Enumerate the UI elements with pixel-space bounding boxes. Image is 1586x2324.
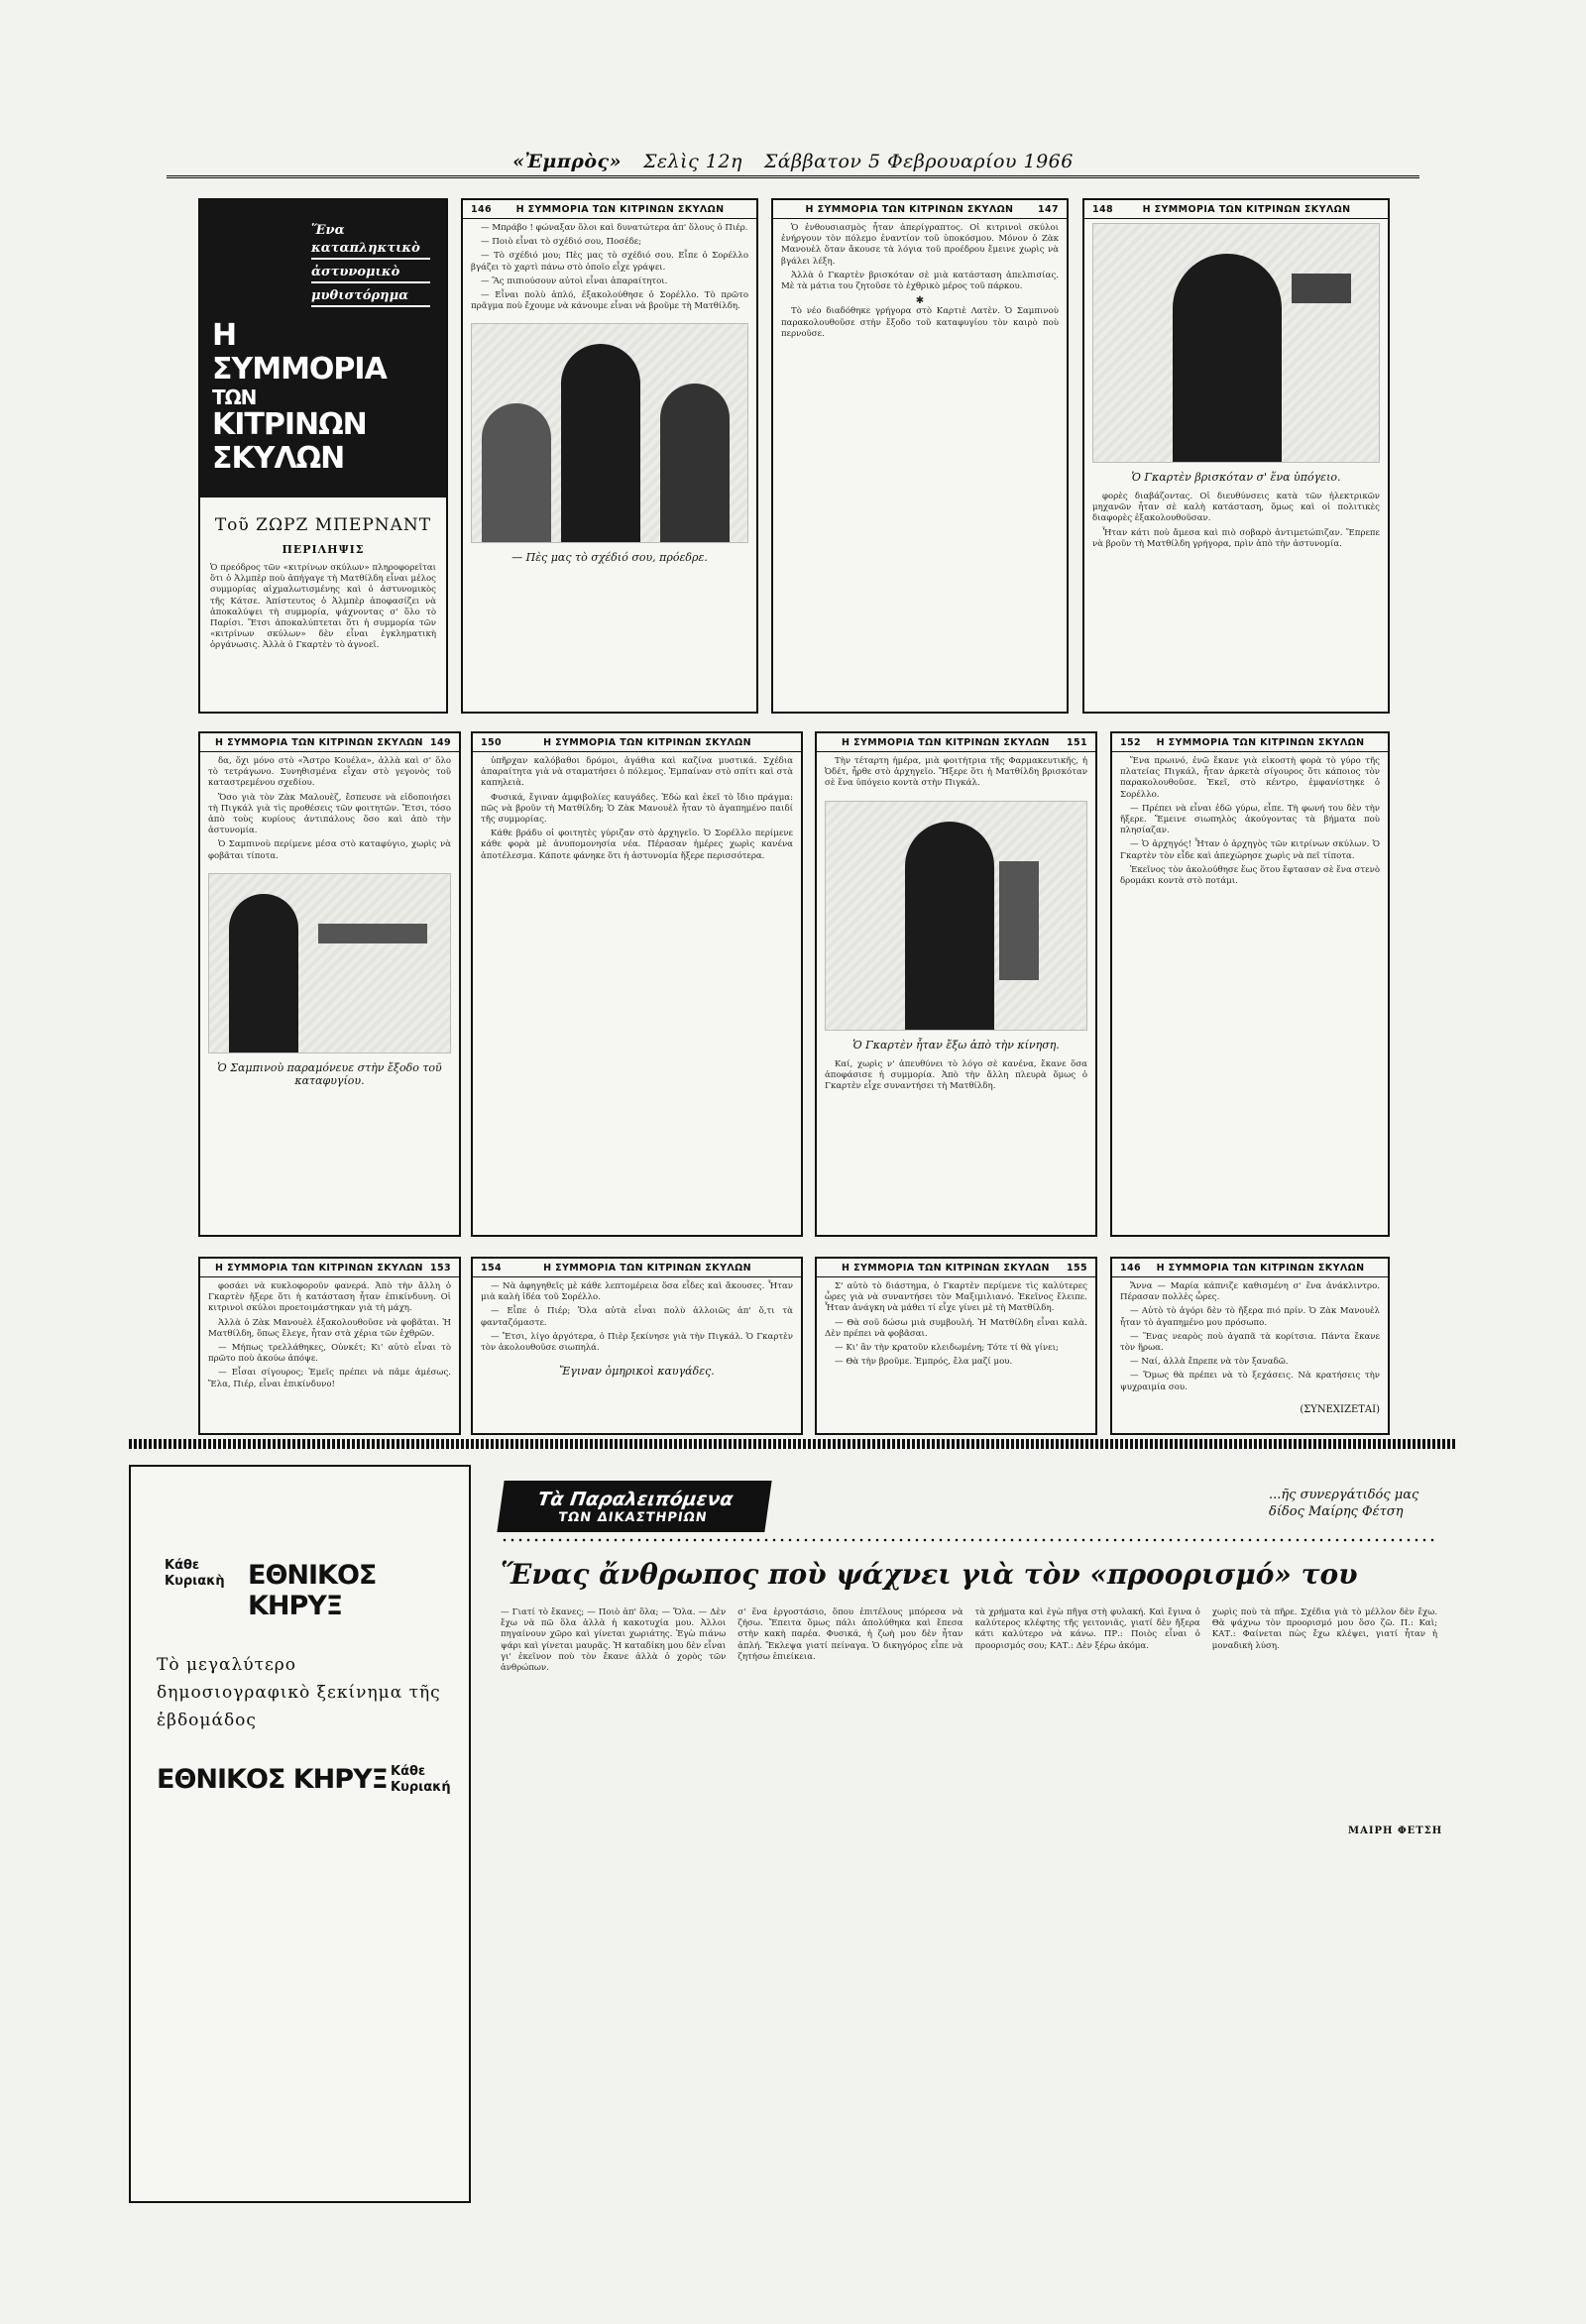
title-line: ΚΙΤΡΙΝΩΝ	[212, 407, 367, 442]
panel-text	[200, 1277, 459, 1397]
author-signature: ΜΑΙΡΗ ΦΕΤΣΗ	[1348, 1826, 1443, 1836]
serial-panel-146	[461, 198, 758, 714]
banner-subtitle: ΤΩΝ ΔΙΚΑΣΤΗΡΙΩΝ	[557, 1509, 709, 1525]
ad-brand-top: ΕΘΝΙΚΟΣ ΚΗΡΥΞ	[248, 1560, 377, 1621]
paragraph: — Κι' ἂν τὴν κρατοῦν κλειδωμένη; Τότε τί θὰ γίνει;	[835, 1343, 1059, 1354]
panel-title: Η ΣΥΜΜΟΡΙΑ ΤΩΝ ΚΙΤΡΙΝΩΝ ΣΚΥΛΩΝ	[543, 1263, 751, 1273]
paragraph: — Ἔτσι, λίγο ἀργότερα, ὁ Πιὲρ ξεκίνησε γιὰ τὴν Πιγκάλ. Ὁ Γκαρτὲν τὸν ἀκολουθοῦσε σιωπηλά.	[481, 1331, 793, 1354]
title-line: ΣΥΜΜΟΡΙΑ	[212, 352, 387, 387]
paragraph: τὰ χρήματα καὶ ἐγὼ πῆγα στὴ φυλακή. Καὶ ἔγινα ὁ καλύτερος κλέφτης τῆς γειτονιᾶς, γιατί δὲν ἤξερα κάτι καλύτερο νὰ κάνω. ΠΡ.: Ποιὸς εἶναι ὁ προορισμός σου; ΚΑΤ.: Δὲν ξέρω ἀκόμα.	[974, 1607, 1200, 1651]
serial-panel-155	[815, 1257, 1097, 1435]
ad-kicker-line: Κυριακή	[391, 1780, 451, 1795]
paragraph: Σ' αὐτὸ τὸ διάστημα, ὁ Γκαρτὲν περίμενε τὶς καλύτερες ὧρες γιὰ νὰ συναντήσει τὸν Μαξιμιλιανό. Ἐκεῖνος ἔλειπε. Ἦταν ἀνάγκη νὰ μάθει τί εἶχε γίνει μὲ τὴ Ματθίλδη.	[825, 1281, 1087, 1314]
advertisement	[129, 1465, 471, 2203]
paragraph: Ἕνα πρωινό, ἐνῶ ἔκανε γιὰ εἰκοστὴ φορὰ τὸ γύρο τῆς πλατείας Πιγκάλ, ἦταν ἀρκετὰ σίγουρος ὅτι κάποιος τὸν παρακολουθοῦσε. Ἐκεῖ, στὸ κέντρο, ἐμφανίστηκε ὁ Σορέλλο.	[1120, 756, 1380, 800]
paragraph: χωρὶς ποὺ τὰ πῆρε. Σχέδια γιὰ τὸ μέλλον δὲν ἔχω. Θὰ ψάχνω τὸν προορισμό μου ὅσο ζῶ. Π.: Καὶ; ΚΑΤ.: Φαίνεται πὼς ἔχω κλέψει, γιατί ἦταν ἡ μοναδικὴ λύση.	[1211, 1607, 1437, 1651]
panel-text	[773, 219, 1067, 347]
panel-number: 150	[481, 737, 503, 748]
issue-date: Σάββατον 5 Φεβρουαρίου 1966	[763, 151, 1074, 172]
section-separator	[129, 1439, 1457, 1449]
article-column	[737, 1607, 963, 2133]
paragraph: Ἄννα — Μαρία κάπνιζε καθισμένη σ' ἕνα ἀνάκλιντρο. Πέρασαν πολλὲς ὧρες.	[1120, 1281, 1380, 1303]
tagline-line: Ἕνα καταπληκτικὸ	[311, 222, 430, 260]
panel-illustration	[471, 323, 748, 543]
paragraph: φορὲς διαβάζοντας. Οἱ διευθύνσεις κατὰ τῶν ἠλεκτρικῶν μηχανῶν ἦταν σὲ καλὴ κατάσταση, ὅμως καὶ οἱ πολιτικὲς διαφορὲς ἐξακολουθοῦσαν.	[1092, 492, 1380, 524]
serial-panel-153	[198, 1257, 461, 1435]
serial-panel-146b	[1110, 1257, 1390, 1435]
ad-brand-bottom: ΕΘΝΙΚΟΣ ΚΗΡΥΞ	[157, 1764, 388, 1795]
panel-number: 153	[429, 1263, 451, 1273]
ad-kicker-line: Κάθε	[391, 1764, 426, 1779]
panel-illustration	[825, 801, 1087, 1031]
panel-number: 154	[481, 1263, 503, 1273]
ad-lead-text: Τὸ μεγαλύτερο δημοσιογραφικὸ ξεκίνημα τῆς ἑβδομάδος	[157, 1655, 441, 1730]
panel-text	[473, 752, 801, 869]
paragraph: — Εἶναι πολὺ ἁπλό, ἐξακολούθησε ὁ Σορέλλο. Τὸ πρῶτο πρᾶγμα ποὺ ἔχουμε νὰ κάνουμε εἶναι νὰ βροῦμε τὴ Ματθίλδη.	[471, 290, 748, 312]
panel-title: Η ΣΥΜΜΟΡΙΑ ΤΩΝ ΚΙΤΡΙΝΩΝ ΣΚΥΛΩΝ	[1156, 1263, 1365, 1273]
title-line: Η	[212, 318, 237, 353]
paragraph: — Ἂς πιπιούσουν αὐτοὶ εἶναι ἀπαραίτητοι.	[481, 276, 668, 286]
panel-header	[1112, 733, 1388, 752]
paragraph: ὑπῆρχαν καλόβαθοι δρόμοι, ἀγάθια καὶ καζίνα μυστικά. Σχέδια ἀπαραίτητα γιὰ νὰ σταματήσει ὁ πόλεμος. Ἐμπαίναν στὸ σπίτι καὶ στὰ καπηλειὰ.	[481, 756, 793, 789]
paragraph: — Γιατί τὸ ἔκανες; — Ποιὸ ἀπ' ὅλα; — Ὅλα. — Δὲν ἔχω νὰ πῶ ὅλα ἀλλὰ ἡ κακοτυχία μου. Ἀλλοι πηγαίνουν χῶρο καὶ γίνεται χωριάτης. Ἐγὼ πιάνω ψάρι καὶ γίνεται μαυρᾶς. Ἡ καταδίκη μου δὲν εἶναι γι' ἐκεῖνον ποὺ τὸν ἔκανε ἀλλὰ ὁ χορὸς τῶν ἀνθρώπων.	[501, 1607, 727, 1674]
tagline-line: ἀστυνομικὸ	[311, 264, 430, 283]
serial-panel-154	[471, 1257, 803, 1435]
paragraph: Ὅσο γιὰ τὸν Ζὰκ Μαλουὲζ, ἔσπευσε νὰ εἰδοποιήσει τὴ Πιγκάλ γιὰ τὶς προθέσεις τῶν φοιτητῶν. Ἔτσι, τόσο ἀπὸ τοὺς κυρίους ἀντιπάλους ὅσο καὶ ἀπὸ τὴν ἀστυνομία.	[208, 792, 451, 836]
panel-header	[817, 733, 1095, 752]
panel-illustration	[1092, 223, 1380, 463]
paragraph: Ἀλλὰ ὁ Ζὰκ Μανουὲλ ἐξακολουθοῦσε νὰ φοβᾶται. Ἡ Ματθίλδη, ὅπως ἔλεγε, ἦταν στὰ χέρια τῶν ἐχθρῶν.	[208, 1317, 451, 1339]
paragraph: Τὴν τέταρτη ἡμέρα, μιὰ φοιτήτρια τῆς Φαρμακευτικῆς, ἡ Ὀδέτ, ἦρθε στὸ ἀρχηγεῖο. Ἤξερε ὅτι ἡ Ματθίλδη βρισκόταν σὲ ἕνα ὑπόγειο κοντὰ στὴν Πιγκάλ.	[825, 756, 1087, 789]
paragraph: δα, ὄχι μόνο στὸ «Ἄστρο Κουέλα», ἀλλὰ καὶ σ' ὅλο τὸ τετράγωνο. Συνηθισμένα εἶχαν στὸ γεγονὸς τοῦ καταστρεμένου σχεδίου.	[208, 756, 451, 789]
paragraph: — Θὰ σοῦ δώσω μιὰ συμβουλή. Ἡ Ματθίλδη εἶναι καλὰ. Δὲν πρέπει νὰ φοβᾶσαι.	[825, 1317, 1087, 1339]
paragraph: — Τὸ σχέδιό μου; Πὲς μας τὸ σχέδιό σου. Εἶπε ὁ Σορέλλο βγάζει τὸ χαρτὶ πάνω στὸ ὁποῖο εἶχε γράψει.	[471, 251, 748, 273]
panel-illustration	[208, 873, 451, 1053]
title-line: ΤΩΝ	[212, 386, 257, 409]
panel-title: Η ΣΥΜΜΟΡΙΑ ΤΩΝ ΚΙΤΡΙΝΩΝ ΣΚΥΛΩΝ	[1156, 737, 1365, 748]
panel-number: 151	[1066, 737, 1087, 748]
panel-title: Η ΣΥΜΜΟΡΙΑ ΤΩΝ ΚΙΤΡΙΝΩΝ ΣΚΥΛΩΝ	[515, 204, 725, 215]
paragraph: — Ὁ ἀρχηγός! Ἦταν ὁ ἀρχηγὸς τῶν κιτρίνων σκύλων. Ὁ Γκαρτὲν τὸν εἶδε καὶ ἀπεχώρησε χωρὶς νὰ πεῖ τίποτα.	[1120, 839, 1380, 861]
paragraph: — Ἕνας νεαρὸς ποὺ ἀγαπᾶ τὰ κορίτσια. Πάντα ἔκανε τὸν ἥρωα.	[1120, 1331, 1380, 1354]
dotted-rule	[501, 1538, 1437, 1542]
serial-panel-152	[1110, 731, 1390, 1237]
panel-number: 146	[471, 204, 493, 215]
paragraph: — Μπράβο ! φώναξαν ὅλοι καὶ δυνατώτερα ἀπ' ὅλους ὁ Πιέρ.	[481, 223, 748, 233]
panel-text	[1112, 1277, 1388, 1400]
paragraph: Τὸ νέο διαδόθηκε γρήγορα στὸ Καρτιὲ Λατὲν. Ὁ Σαμπινοὺ παρακολουθοῦσε στὴν ἔξοδο τοῦ καταφυγίου τὸν καιρὸ ποὺ περνοῦσε.	[781, 306, 1059, 339]
paragraph: — Ὅμως θὰ πρέπει νὰ τὸ ξεχάσεις. Νὰ κρατήσεις τὴν ψυχραιμία σου.	[1120, 1371, 1380, 1392]
panel-text	[817, 1055, 1095, 1100]
summary-text: Ὁ πρεόδρος τῶν «κιτρίνων σκύλων» πληροφορεῖται ὅτι ὁ Ἀλμπὲρ ποὺ ἀπήγαγε τὴ Ματθίλδη εἶναι μέλος συμμορίας αἰχμαλωτισμένης καὶ ὁ ἀστυνομικὸς τῆς Κάτσε. Ἀπίστευτος ὁ Ἀλμπὲρ ἀποφασίζει νὰ ἀποκαλύψει τὴ συμμορία, ψάχνοντας σ' ὅλο τὸ Παρίσι. Ἔτσι ἀποκαλύπτεται ὅτι ἡ συμμορία τῶν «κιτρίνων σκύλων» δὲν εἶναι ἐγκληματικὴ ὀργάνωσις. Ἀλλὰ ὁ Γκαρτὲν τὸ ἀγνοεῖ.	[210, 563, 436, 651]
panel-text	[1084, 488, 1388, 557]
page-number: Σελὶς 12η	[643, 151, 742, 172]
paragraph: — Εἶπε ὁ Πιέρ; Ὅλα αὐτὰ εἶναι πολὺ ἀλλοιῶς ἀπ' ὅ,τι τὰ φανταζόμαστε.	[481, 1306, 793, 1328]
panel-title: Η ΣΥΜΜΟΡΙΑ ΤΩΝ ΚΙΤΡΙΝΩΝ ΣΚΥΛΩΝ	[805, 204, 1014, 215]
panel-title: Η ΣΥΜΜΟΡΙΑ ΤΩΝ ΚΙΤΡΙΝΩΝ ΣΚΥΛΩΝ	[842, 737, 1050, 748]
cover-author: Τοῦ ΖΩΡΖ ΜΠΕΡΝΑΝΤ	[214, 515, 432, 535]
panel-number: 155	[1066, 1263, 1087, 1273]
paragraph: — Αὐτὸ τὸ ἀγόρι δὲν τὸ ἤξερα πιό πρίν. Ὁ Ζὰκ Μανουὲλ ἦταν τὸ ἀγαπημένο μου πρόσωπο.	[1120, 1306, 1380, 1328]
article-body	[501, 1607, 1437, 2133]
cover-tagline	[311, 222, 430, 311]
panel-header	[773, 200, 1067, 219]
paragraph: — Ναί, ἀλλὰ ἔπρεπε νὰ τὸν ξαναδῶ.	[1130, 1357, 1289, 1368]
paragraph: Ὁ ἐνθουσιασμὸς ἦταν ἀπερίγραπτος. Οἱ κιτρινοὶ σκύλοι ἐνήργουν τὸν πόλεμο ἐναντίον τοῦ ὑποκόσμου. Μόνον ὁ Ζὰκ Μανουὲλ ὅταν ἄκουσε τὰ λόγια τοῦ προέδρου ἔμεινε χωρὶς νὰ βγάλει λέξη.	[781, 223, 1059, 267]
panel-number: 146	[1120, 1263, 1142, 1273]
panel-number: 149	[429, 737, 451, 748]
panel-header	[200, 733, 459, 752]
paragraph: Φυσικά, ἔγιναν ἀμφιβολίες καυγάδες. Ἐδὼ καὶ ἐκεῖ τὸ ἴδιο πράγμα: πῶς νὰ βροῦν τὴ Ματθίλδη; Ὁ Ζὰκ Μανουὲλ ἦταν τὸ ἀγαπημένο παιδί τῆς συμμορίας.	[481, 792, 793, 826]
panel-text	[463, 219, 756, 319]
ad-kicker-line: Κάθε	[165, 1558, 200, 1573]
paragraph: — Ποιὸ εἶναι τὸ σχέδιό σου, Ποσέδε;	[481, 237, 642, 248]
paragraph: — Πρέπει νὰ εἶναι ἐδῶ γύρω, εἶπε. Τὴ φωνή του δὲν τὴν ἤξερε. Ἔμεινε σιωπηλὸς ἀκούγοντας τὰ βήματα ποὺ πλησίαζαν.	[1120, 803, 1380, 836]
serial-panel-147	[771, 198, 1069, 714]
tagline-line: μυθιστόρημα	[311, 287, 430, 307]
series-note	[1269, 1487, 1418, 1520]
paragraph: — Νὰ ἀφηγηθεῖς μὲ κάθε λεπτομέρεια ὅσα εἶδες καὶ ἄκουσες. Ἦταν μιὰ καλὴ ἰδέα τοῦ Σορέλλο.	[481, 1281, 793, 1303]
panel-caption: Ὁ Σαμπινοὺ παραμόνευε στὴν ἔξοδο τοῦ καταφυγίου.	[217, 1060, 442, 1087]
cover-title	[212, 319, 440, 476]
serial-cover-panel	[198, 198, 448, 714]
paragraph: φοσάει νὰ κυκλοφοροῦν φανερά. Ἀπὸ τὴν ἄλλη ὁ Γκαρτὲν ἤξερε ὅτι ἡ κατάσταση ἦταν ἐπικίνδυνη. Οἱ κιτρινοὶ σκύλοι προετοιμάστηκαν γιὰ τὴ μάχη.	[208, 1281, 451, 1314]
serial-panel-149	[198, 731, 461, 1237]
series-note-line: δίδος Μαίρης Φέτση	[1269, 1504, 1404, 1519]
panel-title: Η ΣΥΜΜΟΡΙΑ ΤΩΝ ΚΙΤΡΙΝΩΝ ΣΚΥΛΩΝ	[543, 737, 751, 748]
panel-header	[200, 1259, 459, 1277]
series-note-line: ...ῆς συνεργάτιδός μας	[1269, 1488, 1419, 1502]
article-column	[975, 1607, 1200, 2133]
panel-number: 148	[1092, 204, 1114, 215]
panel-caption: Ὁ Γκαρτὲν ἦταν ἔξω ἀπὸ τὴν κίνηση.	[852, 1038, 1060, 1051]
ad-kicker-line: Κυριακὴ	[165, 1574, 225, 1589]
masthead-rule	[167, 175, 1419, 178]
panel-title: Η ΣΥΜΜΟΡΙΑ ΤΩΝ ΚΙΤΡΙΝΩΝ ΣΚΥΛΩΝ	[215, 1263, 423, 1273]
masthead	[167, 149, 1419, 174]
paragraph: — Θὰ τὴν βροῦμε. Ἐμπρός, ἔλα μαζί μου.	[835, 1357, 1013, 1368]
panel-caption: — Πὲς μας τὸ σχέδιό σου, πρόεδρε.	[511, 551, 708, 565]
paragraph: Καί, χωρὶς ν' ἀπευθύνει τὸ λόγο σὲ κανένα, ἔκανε ὅσα ἀποφάσισε ἡ συμμορία. Ἀπὸ τὴν ἄλλη πλευρὰ ὅμως ὁ Γκαρτὲν εἶχε συναντήσει τὴ Ματθίλδη.	[825, 1058, 1087, 1092]
panel-header	[463, 200, 756, 219]
paragraph: — Εἶσαι σίγουρος; Ἐμεῖς πρέπει νὰ πᾶμε ἀμέσως. Ἔλα, Πιέρ, εἶναι ἐπικίνδυνο!	[208, 1368, 451, 1389]
continued-label: (ΣΥΝΕΧΙΖΕΤΑΙ)	[1300, 1403, 1380, 1415]
paragraph: Ἦταν κάτι ποὺ ἄμεσα καὶ πιὸ σοβαρὸ ἀντιμετώπιζαν. Ἔπρεπε νὰ βροῦν τὴ Ματθίλδη γρήγορα, πρὶν ἀπὸ τὴν ἀστυνομία.	[1092, 527, 1380, 549]
summary-heading: ΠΕΡΙΛΗΨΙΣ	[282, 543, 365, 556]
panel-header	[817, 1259, 1095, 1277]
serial-panel-150	[471, 731, 803, 1237]
panel-header	[473, 1259, 801, 1277]
paragraph: Ἐκεῖνος τὸν ἀκολούθησε ἕως ὅτου ἔφτασαν σὲ ἕνα στενὸ δρομάκι κοντὰ στὸ ποτάμι.	[1120, 864, 1381, 887]
ad-kicker-bottom	[391, 1764, 451, 1796]
panel-header	[1084, 200, 1388, 219]
paragraph: — Μήπως τρελλάθηκες, Οὐνκέτ; Κι' αὐτὸ εἶναι τὸ πρῶτο ποὺ ἀκούω ἀπόψε.	[208, 1343, 451, 1365]
panel-caption: Ὁ Γκαρτὲν βρισκόταν σ' ἕνα ὑπόγειο.	[1131, 471, 1341, 484]
panel-caption: Ἔγιναν ὀμηρικοὶ καυγάδες.	[559, 1365, 715, 1379]
panel-title: Η ΣΥΜΜΟΡΙΑ ΤΩΝ ΚΙΤΡΙΝΩΝ ΣΚΥΛΩΝ	[1142, 204, 1351, 215]
panel-title: Η ΣΥΜΜΟΡΙΑ ΤΩΝ ΚΙΤΡΙΝΩΝ ΣΚΥΛΩΝ	[215, 737, 423, 748]
serial-panel-151	[815, 731, 1097, 1237]
ad-kicker	[165, 1558, 225, 1590]
paragraph: Ὁ Σαμπινοὺ περίμενε μέσα στὸ καταφύγιο, χωρὶς νὰ φοβᾶται τίποτα.	[208, 839, 451, 861]
panel-text	[817, 1277, 1095, 1375]
article-column	[501, 1607, 726, 2133]
newspaper-name: «Ἐμπρὸς»	[512, 151, 622, 172]
article-column	[1212, 1607, 1437, 2133]
paragraph: σ' ἕνα ἐργοστάσιο, ὅπου ἐπιτέλους μπόρεσα νὰ ζήσω. Ἔπειτα ὅμως πάλι ἀπολύθηκα καὶ ἔπεσα στὴν κακὴ παρέα. Φυσικά, ἡ ζωὴ μου δὲν ἦταν ἁπλή. Ἔκλεψα γιατί πείναγα. Ὁ δικηγόρος εἶπε νὰ ζητήσω ἐπιείκεια.	[737, 1607, 963, 1662]
banner-title: Τὰ Παραλειπόμενα	[536, 1488, 736, 1510]
panel-text	[817, 752, 1095, 797]
panel-text	[1112, 752, 1388, 894]
panel-title: Η ΣΥΜΜΟΡΙΑ ΤΩΝ ΚΙΤΡΙΝΩΝ ΣΚΥΛΩΝ	[842, 1263, 1050, 1273]
title-line: ΣΚΥΛΩΝ	[212, 441, 345, 476]
panel-text	[473, 1277, 801, 1361]
paragraph: Κάθε βράδυ οἱ φοιτητὲς γύριζαν στὸ ἀρχηγεῖο. Ὁ Σορέλλο περίμενε κάθε φορὰ μὲ ἀνυπομονησία νέα. Πέρασαν ἡμέρες χωρὶς κανένα ἀποτέλεσμα. Κάποτε φάνηκε ὅτι ἡ ἀστυνομία ἤξερε περισσότερα.	[481, 829, 793, 861]
article-headline: Ἕνας ἄνθρωπος ποὺ ψάχνει γιὰ τὸν «προορισμό» του	[501, 1558, 1358, 1591]
panel-text	[200, 752, 459, 869]
serial-panel-148	[1082, 198, 1390, 714]
panel-header	[1112, 1259, 1388, 1277]
section-divider: ✱	[915, 295, 925, 307]
paragraph: Ἀλλὰ ὁ Γκαρτὲν βρισκόταν σὲ μιὰ κατάσταση ἀπελπισίας. Μὲ τὰ μάτια του ζητοῦσε τὸ ἐχθρικὸ μέρος τοῦ πάρκου.	[781, 270, 1059, 292]
column-banner	[497, 1481, 771, 1532]
panel-header	[473, 733, 801, 752]
panel-number: 152	[1120, 737, 1142, 748]
panel-number: 147	[1037, 204, 1059, 215]
